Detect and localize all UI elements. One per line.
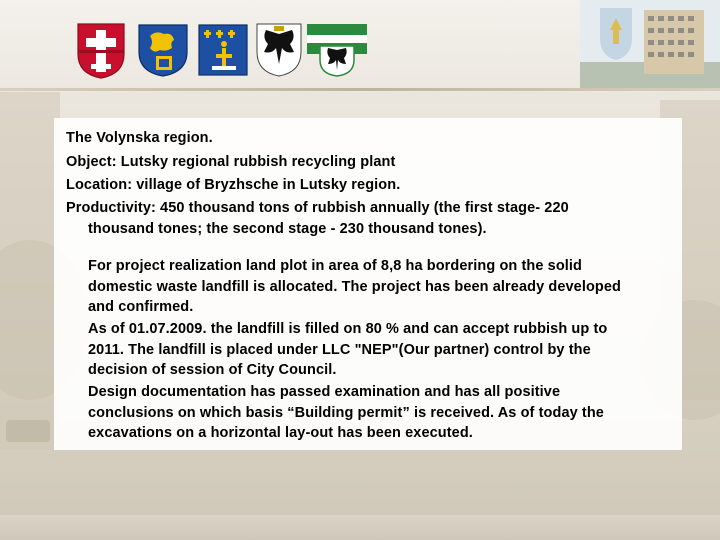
object-line: Object: Lutsky regional rubbish recycling plant — [66, 154, 396, 170]
location-line: Location: village of Bryzhsche in Lutsky region. — [66, 177, 401, 193]
productivity-line: Productivity: 450 thousand tons of rubbish annually (the first stage- 220 — [66, 200, 569, 216]
paragraph-land-plot: For project realization land plot in area of 8,8 ha bordering on the solid — [88, 258, 583, 274]
productivity-line-continued: thousand tones; the second stage - 230 thousand tones). — [88, 221, 487, 237]
bottom-band — [0, 515, 720, 540]
green-eagle-flag-coat-of-arms-icon — [306, 20, 368, 78]
background-car — [6, 420, 50, 442]
paragraph-design-documentation: excavations on a horizontal lay-out has been executed. — [88, 425, 473, 441]
paragraph-land-plot: domestic waste landfill is allocated. The project has been already developed — [88, 279, 621, 295]
government-building-image — [580, 0, 720, 88]
volyn-coat-of-arms-icon — [74, 20, 128, 80]
chernihiv-eagle-coat-of-arms-icon — [254, 20, 304, 78]
paragraph-land-plot: and confirmed. — [88, 299, 194, 315]
paragraph-design-documentation: conclusions on which basis “Building permit” is received. As of today the — [88, 405, 604, 421]
paragraph-landfill-status: 2011. The landfill is placed under LLC "NEP"(Our partner) control by the — [88, 342, 591, 358]
region-line: The Volynska region. — [66, 130, 213, 146]
zhytomyr-crosses-coat-of-arms-icon — [196, 22, 250, 78]
paragraph-design-documentation: Design documentation has passed examination and has all positive — [88, 384, 561, 400]
rivne-lion-coat-of-arms-icon — [136, 22, 190, 78]
paragraph-landfill-status: decision of session of City Council. — [88, 362, 337, 378]
header-divider — [0, 88, 720, 91]
paragraph-landfill-status: As of 01.07.2009. the landfill is filled on 80 % and can accept rubbish up to — [88, 321, 608, 337]
